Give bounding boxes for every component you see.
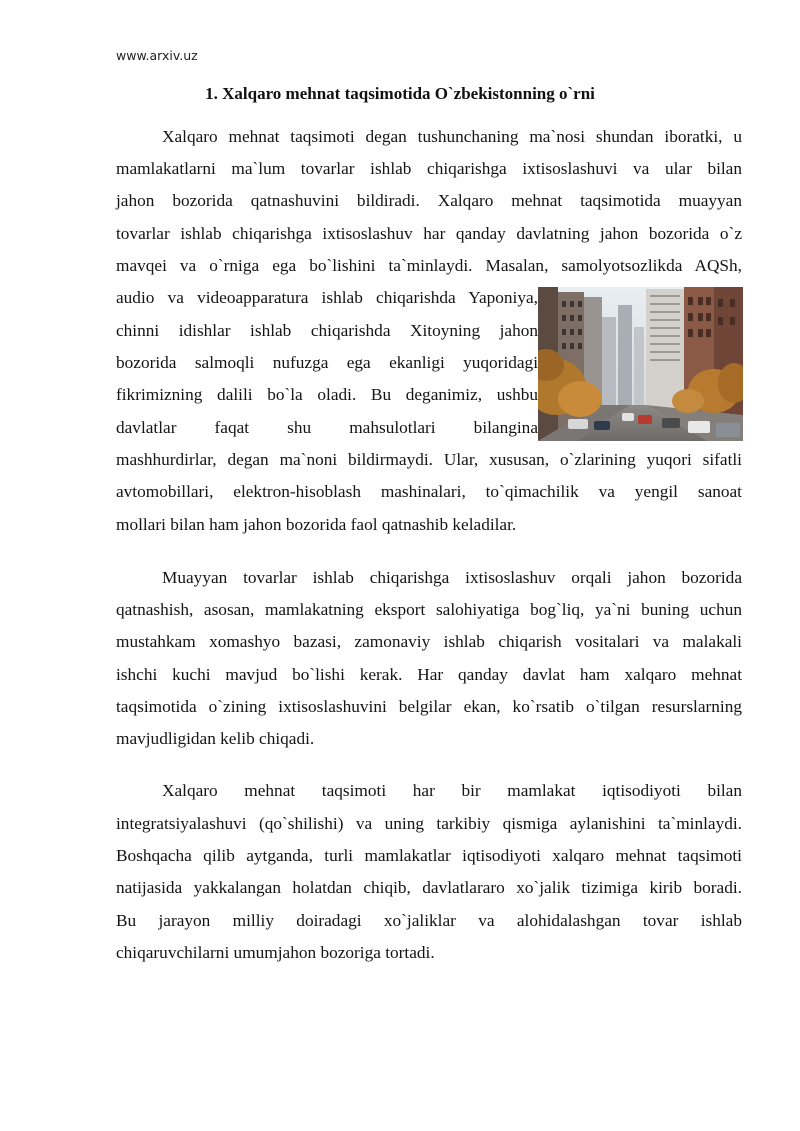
text-line: davlatlar faqat shu mahsulotlari bilangina: [116, 418, 538, 437]
text-line: mavjudligidan kelib chiqadi.: [116, 729, 315, 748]
text-line: mustahkam xomashyo bazasi, zamonaviy ishlab chiqarish vositalari va malakali: [116, 632, 742, 651]
site-watermark: www.arxiv.uz: [116, 48, 198, 63]
text-line: natijasida yakkalangan holatdan chiqib, davlatlararo xo`jalik tizimiga kirib boradi.: [116, 878, 742, 897]
text-line: chiqaruvchilarni umumjahon bozoriga tortadi.: [116, 943, 435, 962]
text-line: chinni idishlar ishlab chiqarishda Xitoyning jahon: [116, 321, 538, 340]
text-line: mashhurdirlar, degan ma`noni bildirmaydi. Ular, xususan, o`zlarining yuqori sifatli: [116, 450, 742, 469]
section-title: 1. Xalqaro mehnat taqsimotida O`zbekistonning o`rni: [205, 84, 595, 103]
text-line: mamlakatlarni ma`lum tovarlar ishlab chiqarishga ixtisoslashuvi va ular bilan: [116, 159, 742, 178]
text-line: Boshqacha qilib aytganda, turli mamlakatlar iqtisodiyoti xalqaro mehnat taqsimoti: [116, 846, 742, 865]
text-line: ishchi kuchi mavjud bo`lishi kerak. Har qanday davlat ham xalqaro mehnat: [116, 665, 742, 684]
text-line: integratsiyalashuvi (qo`shilishi) va uning tarkibiy qismiga aylanishini ta`minlaydi.: [116, 814, 742, 833]
text-line: mavqei va o`rniga ega bo`lishini ta`minlaydi. Masalan, samolyotsozlikda AQSh,: [116, 256, 742, 275]
text-line: bozorida salmoqli nufuzga ega ekanligi yuqoridagi: [116, 353, 538, 372]
text-line: avtomobillari, elektron-hisoblash mashinalari, to`qimachilik va yengil sanoat: [116, 482, 742, 501]
text-line: fikrimizning dalili bo`la oladi. Bu deganimiz, ushbu: [116, 385, 538, 404]
text-line: Xalqaro mehnat taqsimoti degan tushunchaning ma`nosi shundan iboratki, u: [162, 127, 742, 146]
city-street-photo: [538, 287, 743, 441]
text-line: Muayyan tovarlar ishlab chiqarishga ixtisoslashuv orqali jahon bozorida: [162, 568, 742, 587]
text-line: audio va videoapparatura ishlab chiqarishda Yaponiya,: [116, 288, 538, 307]
text-line: jahon bozorida qatnashuvini bildiradi. Xalqaro mehnat taqsimotida muayyan: [116, 191, 742, 210]
text-line: tovarlar ishlab chiqarishga ixtisoslashuv har qanday davlatning jahon bozorida o`z: [116, 224, 742, 243]
text-line: Xalqaro mehnat taqsimoti har bir mamlakat iqtisodiyoti bilan: [162, 781, 742, 800]
text-line: taqsimotida o`zining ixtisoslashuvini belgilar ekan, ko`rsatib o`tilgan resurslarning: [116, 697, 742, 716]
text-line: mollari bilan ham jahon bozorida faol qatnashib keladilar.: [116, 515, 517, 534]
text-line: Bu jarayon milliy doiradagi xo`jaliklar va alohidalashgan tovar ishlab: [116, 911, 742, 930]
text-line: qatnashish, asosan, mamlakatning eksport salohiyatiga bog`liq, ya`ni buning uchun: [116, 600, 742, 619]
